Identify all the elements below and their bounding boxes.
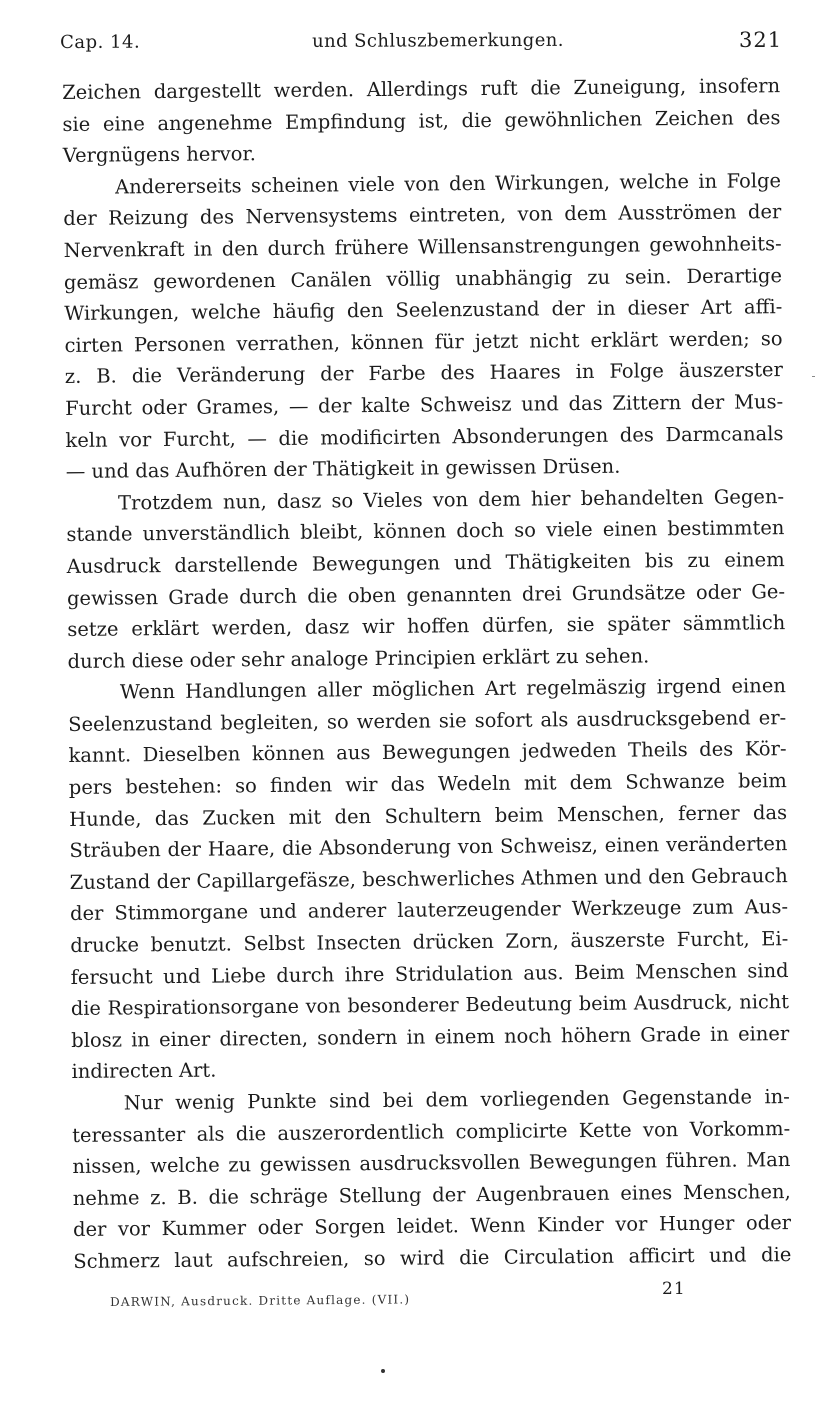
sheet-number: 21	[662, 1279, 686, 1299]
text-line: Wirkungen, welche häufig den Seelenzustand der in dieser Art affi-	[64, 295, 783, 326]
text-line: der Stimmorgane und anderer lauterzeugender Werkzeuge zum Aus-	[69, 895, 789, 926]
text-line: indirecten Art.	[71, 1058, 217, 1084]
paragraph-start-line: Trotzdem nun, dasz so Vieles von dem hier behandelten Gegen-	[117, 484, 785, 515]
paragraph-start-line: Andererseits scheinen viele von den Wirkungen, welche in Folge	[114, 168, 782, 199]
running-title: und Schluszbemerkungen.	[312, 29, 564, 52]
printer-signature: DARWIN, Ausdruck. Dritte Auflage. (VII.)	[110, 1292, 411, 1309]
text-line: setze erklärt werden, dasz wir hoffen dürfen, sie später sämmtlich	[67, 611, 786, 642]
text-line: Furcht oder Grames, — der kalte Schweisz und das Zittern der Mus-	[65, 390, 784, 420]
text-line: teressanter als die auszerordentlich complicirte Kette von Vorkomm-	[72, 1116, 791, 1147]
chapter-label: Cap. 14.	[60, 31, 141, 53]
text-line: Nervenkraft in den durch frühere Willensanstrengungen gewohnheits-	[63, 232, 782, 262]
text-line: z. B. die Veränderung der Farbe des Haares in Folge äuszerster	[64, 358, 783, 389]
text-line: fersucht und Liebe durch ihre Stridulation aus. Beim Menschen sind	[70, 958, 789, 989]
text-line: nissen, welche zu gewissen ausdrucksvollen Bewegungen führen. Man	[72, 1148, 791, 1179]
text-line: Zeichen dargestellt werden. Allerdings ruft die Zuneigung, insofern	[62, 74, 781, 104]
text-line: Vergnügens hervor.	[62, 142, 256, 168]
text-line: Hunde, das Zucken mit den Schultern beim Menschen, ferner das	[69, 800, 788, 831]
text-line: Ausdruck darstellende Bewegungen und Thätigkeiten bis zu einem	[66, 547, 785, 578]
text-line: blosz in einer directen, sondern in einem noch höhern Grade in einer	[71, 1021, 790, 1052]
text-line: stande unverständlich bleibt, können doch so viele einen bestimmten	[66, 516, 785, 547]
text-line: die Respirationsorgane von besonderer Bedeutung beim Ausdruck, nicht	[70, 990, 790, 1021]
text-line: Sträuben der Haare, die Absonderung von Schweisz, einen veränderten	[69, 832, 788, 863]
text-line: pers bestehen: so finden wir das Wedeln mit dem Schwanze beim	[68, 769, 787, 800]
text-line: Seelenzustand begleiten, so werden sie sofort als ausdrucksgebend er-	[68, 705, 787, 736]
text-line: gemäsz gewordenen Canälen völlig unabhängig zu sein. Derartige	[63, 263, 783, 294]
text-line: gewissen Grade durch die oben genannten drei Grundsätze oder Ge-	[66, 579, 786, 610]
running-header	[60, 25, 782, 58]
print-speck	[381, 1369, 385, 1373]
text-line: nehme z. B. die schräge Stellung der Augenbrauen eines Menschen,	[72, 1179, 791, 1210]
text-line: der Reizung des Nervensystems eintreten, von dem Ausströmen der	[63, 200, 782, 231]
page-number: 321	[738, 27, 783, 53]
text-line: kannt. Dieselben können aus Bewegungen jedweden Theils des Kör-	[68, 737, 787, 768]
body-text	[62, 70, 791, 1277]
text-line: der vor Kummer oder Sorgen leidet. Wenn Kinder vor Hunger oder	[72, 1211, 792, 1242]
text-line: cirten Personen verrathen, können für jetzt nicht erklärt werden; so	[64, 326, 783, 357]
text-line: — und das Aufhören der Thätigkeit in gewissen Drüsen.	[65, 454, 621, 484]
margin-mark	[812, 376, 815, 377]
text-line: keln vor Furcht, — die modificirten Absonderungen des Darmcanals	[65, 421, 784, 452]
paragraph-start-line: Wenn Handlungen aller möglichen Art regelmäszig irgend einen	[119, 674, 786, 704]
text-line: drucke benutzt. Selbst Insecten drücken Zorn, äuszerste Furcht, Ei-	[70, 927, 789, 957]
text-line: Schmerz laut aufschreien, so wird die Circulation afficirt und die	[73, 1243, 792, 1273]
paragraph-start-line: Nur wenig Punkte sind bei dem vorliegenden Gegenstande in-	[123, 1085, 790, 1115]
text-line: durch diese oder sehr analoge Principien erklärt zu sehen.	[67, 644, 650, 673]
text-line: sie eine angenehme Empfindung ist, die gewöhnlichen Zeichen des	[62, 105, 781, 136]
text-line: Zustand der Capillargefäsze, beschwerliches Athmen und den Gebrauch	[69, 863, 788, 894]
